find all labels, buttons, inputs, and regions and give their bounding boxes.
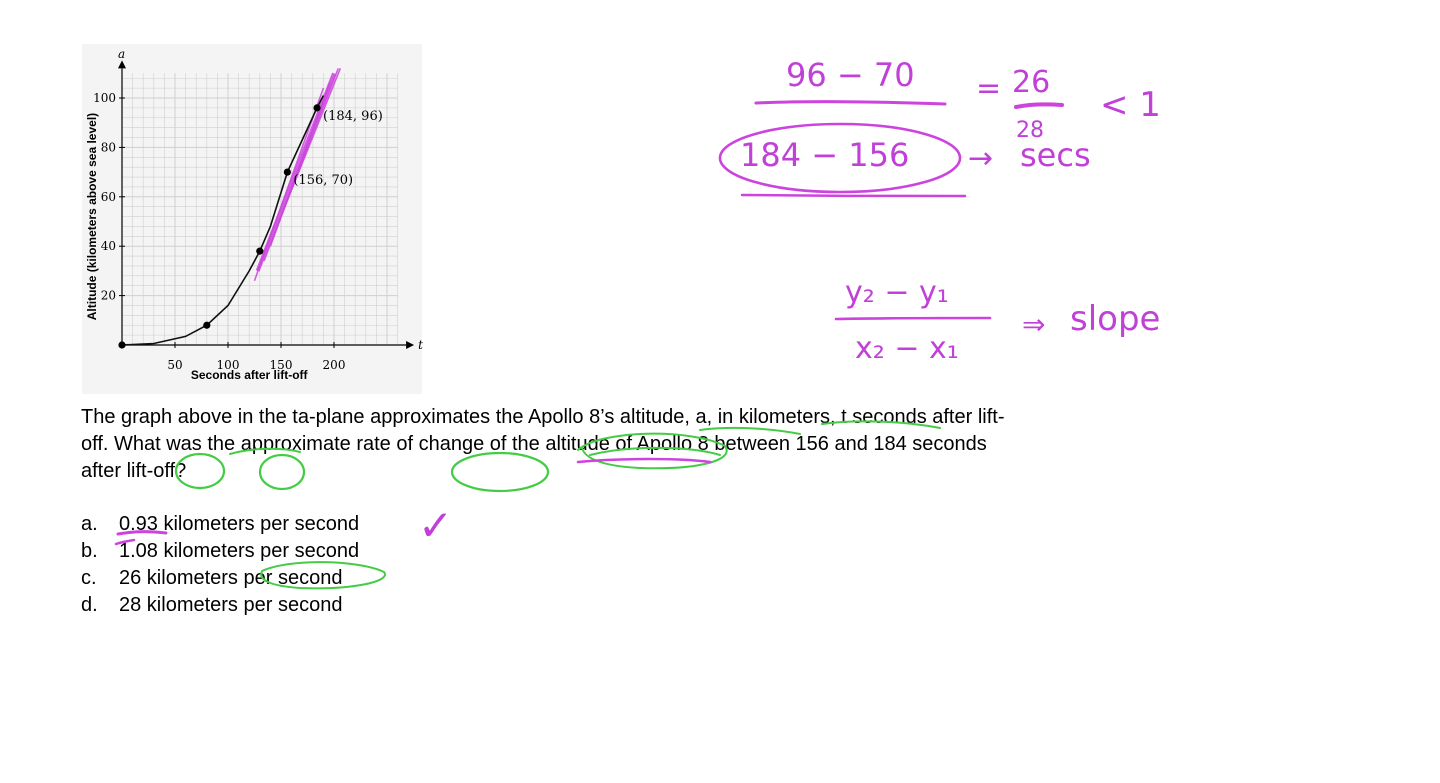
option-text: 1.08 kilometers per second — [119, 540, 360, 562]
fraction-bar — [756, 101, 945, 104]
data-point-label: (184, 96) — [323, 108, 383, 124]
answer-options — [81, 511, 359, 619]
underline-stroke — [742, 195, 965, 196]
x-tick-label: 50 — [167, 358, 183, 372]
y-axis-arrow-icon — [118, 60, 126, 68]
slope-numerator: y₂ − y₁ — [845, 275, 949, 310]
secs-text: secs — [1020, 136, 1091, 174]
highlight-stroke — [279, 68, 340, 221]
result-bar — [1016, 104, 1062, 107]
option-letter: d. — [81, 594, 98, 616]
altitude-chart-svg — [82, 44, 422, 394]
data-point — [313, 104, 320, 111]
data-point — [284, 169, 291, 176]
denominator-circle — [720, 124, 960, 192]
y-tick-label: 100 — [93, 91, 116, 105]
y-axis-title: Altitude (kilometers above sea level) — [85, 112, 99, 321]
slope-denominator: x₂ − x₁ — [855, 331, 959, 366]
altitude-curve — [122, 96, 323, 346]
y-tick-label: 60 — [100, 189, 116, 204]
slope-word: slope — [1070, 299, 1161, 339]
x-tick-label: 100 — [216, 358, 240, 372]
option-a[interactable] — [81, 511, 359, 538]
option-d[interactable] — [81, 592, 359, 619]
x-axis-letter: t — [418, 338, 423, 352]
result-text: 26 — [1012, 65, 1051, 100]
option-text: 28 kilometers per second — [119, 594, 343, 616]
y-tick-label: 80 — [100, 140, 116, 155]
less-than-one: < 1 — [1100, 85, 1161, 125]
x-axis-title: Seconds after lift-off — [190, 368, 308, 382]
data-point-label: (156, 70) — [293, 173, 354, 189]
data-point — [256, 248, 263, 255]
equals-text: = — [976, 71, 1002, 106]
question-text: The graph above in the ta-plane approximates the Apollo 8’s altitude, a, in kilometers, t seconds after lift-off. What was the approximate rate of change of the altitude of Apollo 8 between 156 and 184 seconds after lift-off? — [81, 406, 1005, 482]
denominator-text: 184 − 156 — [740, 136, 910, 174]
option-letter: a. — [81, 513, 98, 535]
altitude-graph — [82, 44, 422, 394]
numerator-text: 96 − 70 — [786, 56, 915, 94]
option-letter: c. — [81, 567, 97, 589]
x-axis-arrow-icon — [406, 341, 414, 349]
option-b[interactable] — [81, 538, 359, 565]
option-c[interactable] — [81, 565, 359, 592]
data-point — [118, 341, 125, 348]
arrow-text: → — [968, 141, 994, 176]
option-text: 26 kilometers per second — [119, 567, 343, 589]
data-point — [203, 322, 210, 329]
y-tick-label: 40 — [100, 239, 116, 254]
implies-arrow: ⇒ — [1022, 308, 1046, 341]
y-tick-label: 20 — [100, 288, 116, 303]
y-axis-letter: a — [118, 47, 126, 61]
checkmark-icon: ✓ — [418, 501, 454, 550]
result-denominator: 28 — [1016, 118, 1044, 143]
option-letter: b. — [81, 540, 98, 562]
slope-fraction-bar — [836, 318, 990, 319]
x-tick-label: 150 — [269, 358, 293, 372]
x-tick-label: 200 — [322, 358, 346, 372]
option-text: 0.93 kilometers per second — [119, 513, 360, 535]
